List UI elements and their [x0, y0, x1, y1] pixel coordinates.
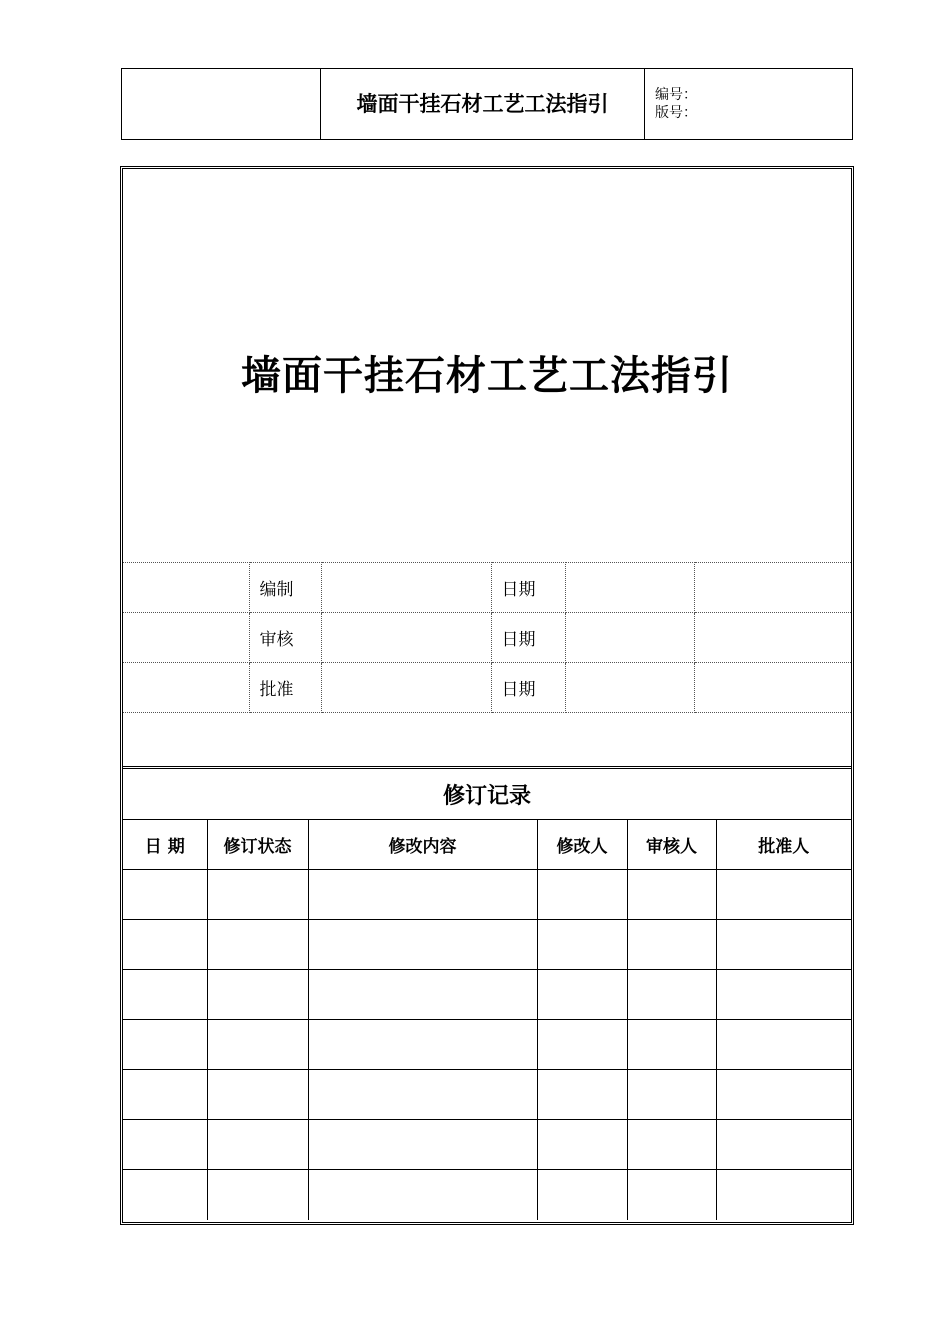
revision-row — [123, 970, 851, 1020]
col-status: 修订状态 — [207, 820, 308, 870]
revision-cell — [627, 870, 716, 920]
signoff-row — [123, 663, 851, 713]
revision-cell — [537, 970, 627, 1020]
revision-cell — [537, 870, 627, 920]
signoff-row — [123, 613, 851, 663]
revision-cell — [308, 1020, 537, 1070]
revision-cell — [537, 1120, 627, 1170]
revision-cell — [123, 1070, 207, 1120]
col-date: 日 期 — [123, 820, 207, 870]
revision-row — [123, 1120, 851, 1170]
revision-cell — [207, 970, 308, 1020]
revision-cell — [123, 970, 207, 1020]
revision-cell — [716, 870, 851, 920]
revision-cell — [308, 970, 537, 1020]
revision-cell — [207, 1170, 308, 1220]
signoff-blank — [123, 613, 249, 663]
revision-cell — [308, 870, 537, 920]
revision-body — [123, 870, 851, 1220]
signoff-spacer — [123, 713, 851, 763]
revision-cell — [123, 1020, 207, 1070]
revision-cell — [627, 1170, 716, 1220]
page-header — [121, 68, 853, 140]
header-title: 墙面干挂石材工艺工法指引 — [321, 69, 645, 139]
header-version-label: 版号： — [655, 105, 697, 121]
signoff-date-label: 日期 — [491, 563, 565, 613]
signoff-date — [565, 613, 694, 663]
revision-cell — [716, 970, 851, 1020]
signoff-blank — [123, 563, 249, 613]
revision-cell — [627, 1120, 716, 1170]
signoff-name — [321, 613, 491, 663]
header-meta — [645, 69, 852, 139]
revision-cell — [537, 1020, 627, 1070]
signoff-role: 审核 — [249, 613, 321, 663]
revision-cell — [207, 870, 308, 920]
signoff-name — [321, 663, 491, 713]
revision-cell — [123, 920, 207, 970]
signoff-name — [321, 563, 491, 613]
revision-cell — [207, 1070, 308, 1120]
revision-cell — [207, 1120, 308, 1170]
cover-title: 墙面干挂石材工艺工法指引 — [241, 353, 733, 399]
revision-header-row — [123, 820, 851, 870]
revision-cell — [123, 1120, 207, 1170]
revision-cell — [537, 1170, 627, 1220]
header-logo-cell — [122, 69, 321, 139]
revision-table — [123, 766, 851, 1220]
revision-cell — [537, 920, 627, 970]
revision-row — [123, 1170, 851, 1220]
col-editor: 修改人 — [537, 820, 627, 870]
revision-cell — [308, 920, 537, 970]
signoff-role: 编制 — [249, 563, 321, 613]
revision-cell — [308, 1170, 537, 1220]
revision-cell — [123, 870, 207, 920]
revision-cell — [123, 1170, 207, 1220]
signoff-date-label: 日期 — [491, 663, 565, 713]
revision-cell — [207, 920, 308, 970]
revision-cell — [308, 1120, 537, 1170]
signoff-date-label: 日期 — [491, 613, 565, 663]
revision-cell — [716, 1120, 851, 1170]
revision-cell — [716, 1020, 851, 1070]
revision-row — [123, 920, 851, 970]
revision-caption: 修订记录 — [123, 768, 851, 820]
signoff-extra — [694, 613, 851, 663]
signoff-row — [123, 713, 851, 763]
col-content: 修改内容 — [308, 820, 537, 870]
revision-cell — [716, 920, 851, 970]
header-code-label: 编号： — [655, 87, 697, 103]
signoff-role: 批准 — [249, 663, 321, 713]
revision-cell — [308, 1070, 537, 1120]
revision-cell — [537, 1070, 627, 1120]
revision-cell — [627, 920, 716, 970]
revision-row — [123, 870, 851, 920]
signoff-extra — [694, 563, 851, 613]
signoff-extra — [694, 663, 851, 713]
signoff-row — [123, 563, 851, 613]
signoff-blank — [123, 663, 249, 713]
revision-cell — [627, 1020, 716, 1070]
revision-cell — [716, 1170, 851, 1220]
cover-frame — [120, 166, 854, 1225]
signoff-date — [565, 663, 694, 713]
revision-cell — [627, 1070, 716, 1120]
signoff-date — [565, 563, 694, 613]
revision-row — [123, 1020, 851, 1070]
revision-cell — [716, 1070, 851, 1120]
revision-cell — [627, 970, 716, 1020]
col-reviewer: 审核人 — [627, 820, 716, 870]
col-approver: 批准人 — [716, 820, 851, 870]
revision-cell — [207, 1020, 308, 1070]
signoff-table — [123, 562, 851, 763]
revision-row — [123, 1070, 851, 1120]
